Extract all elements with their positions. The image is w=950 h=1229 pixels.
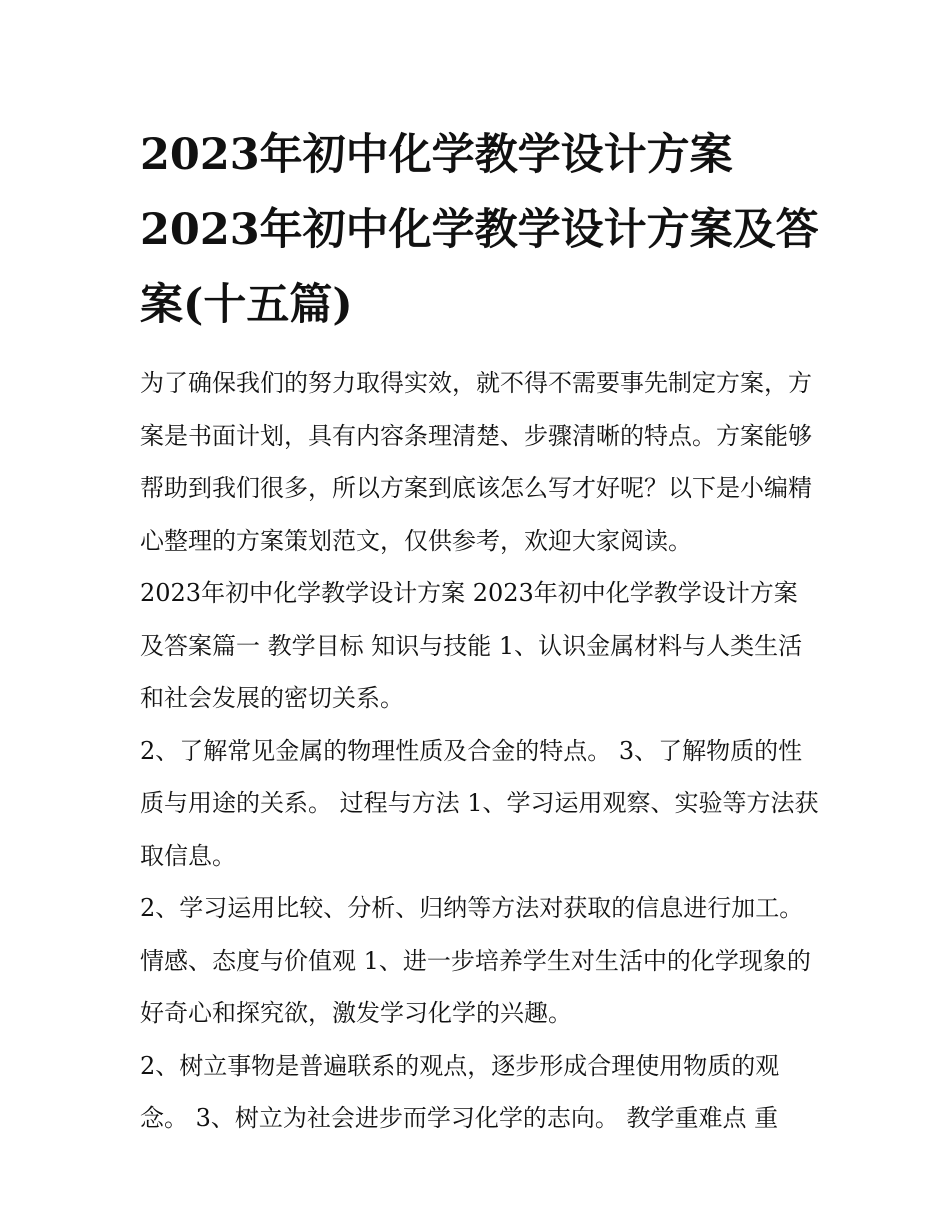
paragraph-values: 2、树立事物是普遍联系的观点，逐步形成合理使用物质的观念。 3、树立为社会进步而学习化学的志向。 教学重难点 重 — [140, 1051, 780, 1132]
document-body — [140, 357, 820, 1145]
paragraph-intro: 为了确保我们的努力取得实效，就不得不需要事先制定方案，方案是书面计划，具有内容条理清楚、步骤清晰的特点。方案能够帮助到我们很多，所以方案到底该怎么写才好呢？以下是小编精心整理的方案策划范文，仅供参考，欢迎大家阅读。 — [140, 369, 812, 555]
document-title: 2023年初中化学教学设计方案 2023年初中化学教学设计方案及答案(十五篇) — [140, 130, 819, 330]
paragraph-methods: 2、学习运用比较、分析、归纳等方法对获取的信息进行加工。 情感、态度与价值观 1、进一步培养学生对生活中的化学现象的好奇心和探究欲，激发学习化学的兴趣。 — [140, 894, 811, 1027]
document-page — [140, 118, 820, 1145]
paragraph-objectives: 2023年初中化学教学设计方案 2023年初中化学教学设计方案及答案篇一 教学目标 知识与技能 1、认识金属材料与人类生活和社会发展的密切关系。 — [140, 579, 803, 712]
paragraph-properties: 2、了解常见金属的物理性质及合金的特点。 3、了解物质的性质与用途的关系。 过程与方法 1、学习运用观察、实验等方法获取信息。 — [140, 736, 819, 870]
